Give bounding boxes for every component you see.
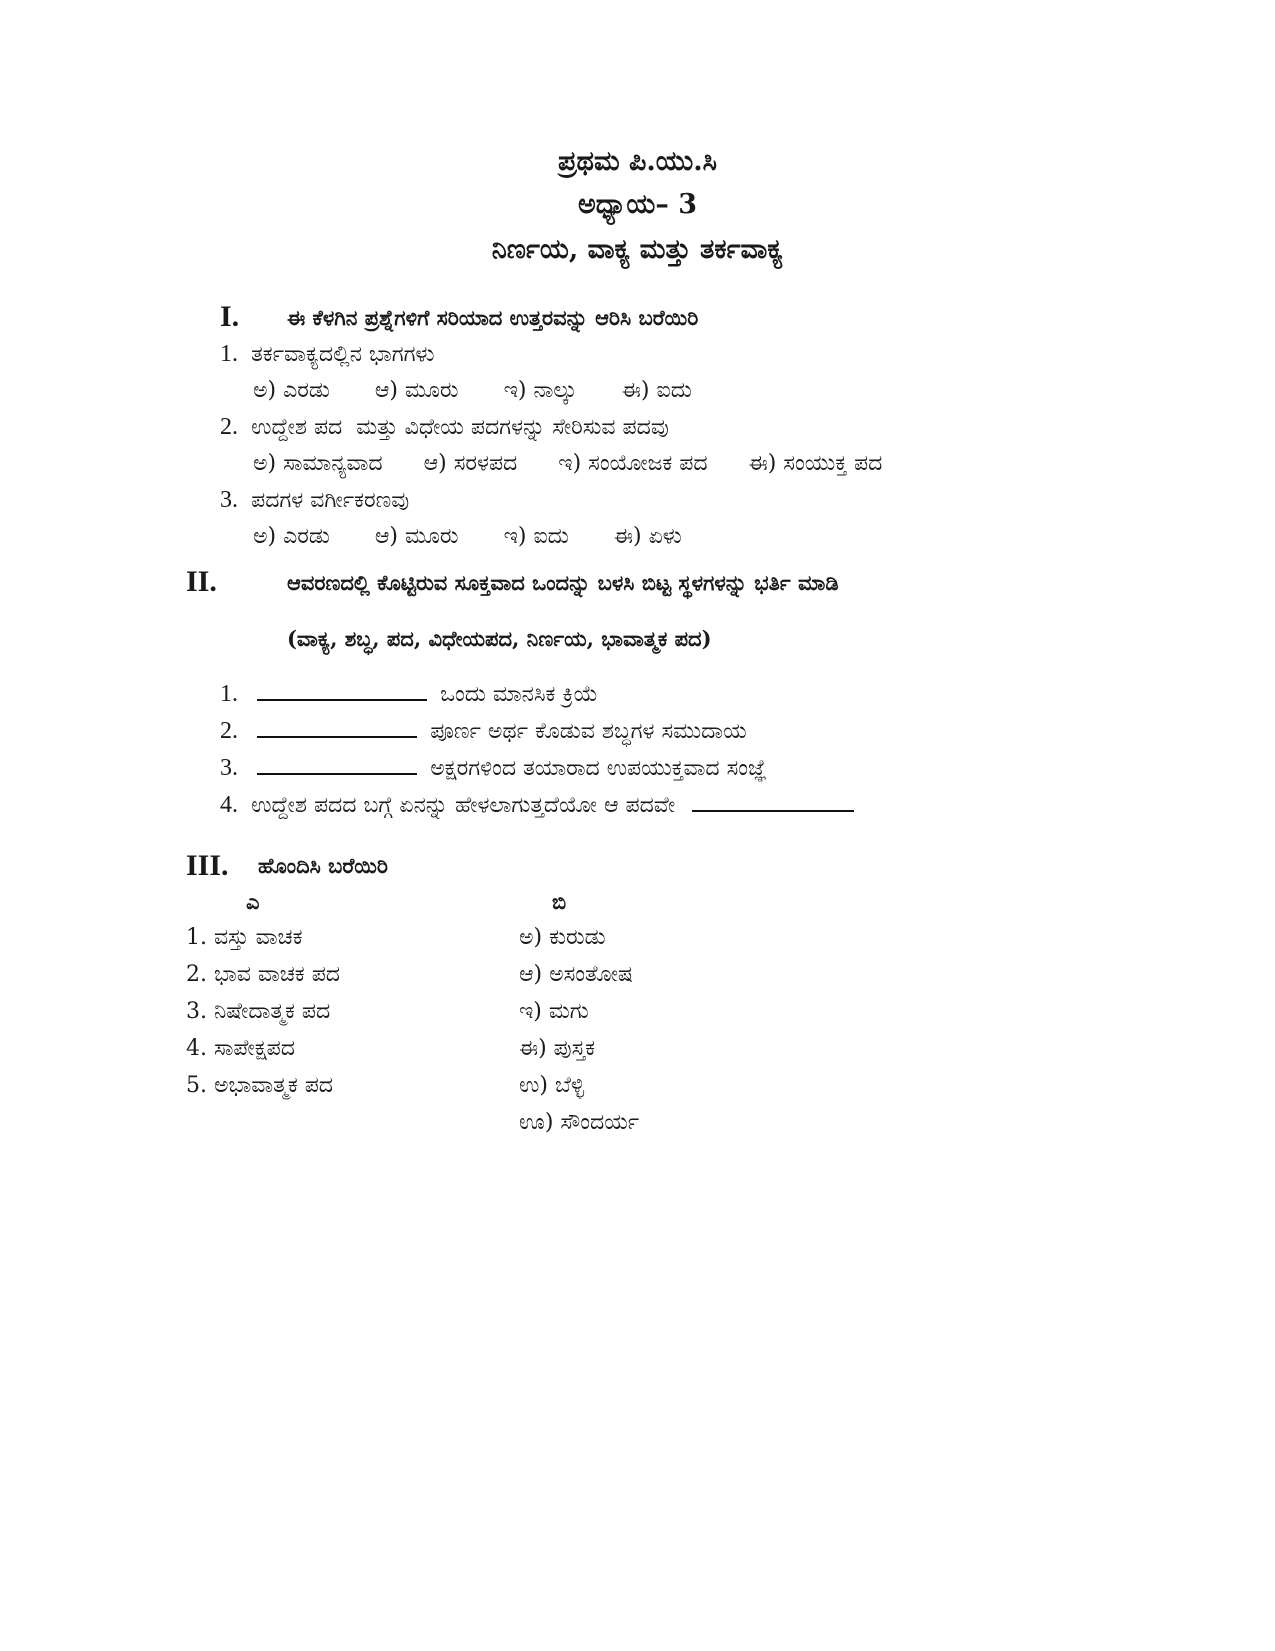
section1-instruction: ಈ ಕೆಳಗಿನ ಪ್ರಶ್ನೆಗಳಿಗೆ ಸರಿಯಾದ ಉತ್ತರವನ್ನು ಆರಿಸಿ ಬರೆಯಿರಿ (287, 305, 699, 330)
section2-roman: II. (186, 565, 217, 598)
s2-item4-blank[interactable] (692, 809, 854, 812)
s1-q1-text: ತರ್ಕವಾಕ್ಯದಲ್ಲಿನ ಭಾಗಗಳು (251, 342, 435, 367)
section3-roman: III. (186, 849, 229, 882)
section3-instruction: ಹೊಂದಿಸಿ ಬರೆಯಿರಿ (258, 853, 388, 878)
s2-item1-num: 1. (220, 681, 238, 707)
s1-q1-num: 1. (220, 341, 238, 367)
s1-q3-option-c: ಇ) ಐದು (503, 524, 569, 549)
match-col-b-item-5: ಉ) ಬೆಳ್ಳಿ (519, 1073, 585, 1098)
match-col-b-item-1: ಅ) ಕುರುಡು (519, 925, 606, 950)
doc-title-line3: ನಿರ್ಣಯ, ವಾಕ್ಯ ಮತ್ತು ತರ್ಕವಾಕ್ಯ (491, 234, 784, 265)
s2-item4-num: 4. (220, 792, 238, 818)
section2-word-bank: (ವಾಕ್ಯ, ಶಬ್ಧ, ಪದ, ವಿಧೇಯಪದ, ನಿರ್ಣಯ, ಭಾವಾತ್ಮಕ ಪದ) (287, 626, 712, 651)
match-col-b-item-2: ಆ) ಅಸಂತೋಷ (519, 962, 633, 987)
s1-question-3 (220, 487, 409, 514)
s1-question-1 (220, 341, 434, 368)
s1-q3-options (253, 524, 720, 549)
s2-item4-text: ಉದ್ದೇಶ ಪದದ ಬಗ್ಗೆ ಏನನ್ನು ಹೇಳಲಾಗುತ್ತದೆಯೋ ಆ ಪದವೇ (251, 793, 676, 818)
s2-item-3 (220, 755, 767, 782)
section2-instruction: ಆವರಣದಲ್ಲಿ ಕೊಟ್ಟಿರುವ ಸೂಕ್ತವಾದ ಒಂದನ್ನು ಬಳಸಿ ಬಿಟ್ಟ ಸ್ಥಳಗಳನ್ನು ಭರ್ತಿ ಮಾಡಿ (287, 570, 839, 595)
match-col-b-item-3: ಇ) ಮಗು (519, 999, 589, 1024)
s1-q3-option-a: ಅ) ಎರಡು (253, 524, 330, 549)
match-col-b-item-4: ಈ) ಪುಸ್ತಕ (519, 1036, 596, 1061)
s1-q1-option-d: ಈ) ಐದು (621, 378, 692, 403)
s2-item-4 (220, 792, 862, 819)
section1-roman: I. (220, 300, 240, 333)
s1-q2-options (253, 451, 882, 476)
s1-q2-option-a: ಅ) ಸಾಮಾನ್ಯವಾದ (253, 451, 383, 476)
match-col-a-item-3: 3. ನಿಷೇದಾತ್ಮಕ ಪದ (186, 999, 331, 1024)
s1-q3-option-d: ಈ) ಏಳು (613, 524, 682, 549)
s1-q2-option-b: ಆ) ಸರಳಪದ (423, 451, 518, 476)
s2-item-2 (220, 718, 747, 745)
s2-item2-num: 2. (220, 718, 238, 744)
s1-q2-text: ಉದ್ದೇಶ ಪದ ಮತ್ತು ವಿಧೇಯ ಪದಗಳನ್ನು ಸೇರಿಸುವ ಪದವು (251, 415, 669, 440)
s1-q2-num: 2. (220, 414, 238, 440)
s1-q3-option-b: ಆ) ಮೂರು (374, 524, 459, 549)
s2-item2-text: ಪೂರ್ಣ ಅರ್ಥ ಕೊಡುವ ಶಬ್ಧಗಳ ಸಮುದಾಯ (430, 719, 747, 744)
s2-item1-text: ಒಂದು ಮಾನಸಿಕ ಕ್ರಿಯೆ (440, 682, 599, 707)
s2-item2-blank[interactable] (257, 735, 417, 738)
match-col-a-item-2: 2. ಭಾವ ವಾಚಕ ಪದ (186, 962, 341, 987)
match-col-a-item-5: 5. ಅಭಾವಾತ್ಮಕ ಪದ (186, 1073, 334, 1098)
s2-item-1 (220, 681, 598, 708)
match-col-a-item-4: 4. ಸಾಪೇಕ್ಷಪದ (186, 1036, 295, 1061)
s2-item1-blank[interactable] (257, 698, 427, 701)
s2-item3-num: 3. (220, 755, 238, 781)
match-col-b-header: ಬಿ (552, 889, 567, 914)
match-col-a-header: ಎ (246, 889, 260, 914)
s1-q2-option-d: ಈ) ಸಂಯುಕ್ತ ಪದ (748, 451, 883, 476)
s1-question-2 (220, 414, 669, 441)
s1-q3-text: ಪದಗಳ ವರ್ಗೀಕರಣವು (251, 488, 410, 513)
match-col-b-item-6: ಊ) ಸೌಂದರ್ಯ (519, 1110, 640, 1135)
s1-q1-option-c: ಇ) ನಾಲ್ಕು (503, 378, 577, 403)
match-col-a-item-1: 1. ವಸ್ತು ವಾಚಕ (186, 925, 303, 950)
s2-item3-blank[interactable] (257, 772, 417, 775)
s1-q1-option-b: ಆ) ಮೂರು (374, 378, 459, 403)
s1-q1-options (253, 378, 730, 403)
s2-item3-text: ಅಕ್ಷರಗಳಿಂದ ತಯಾರಾದ ಉಪಯುಕ್ತವಾದ ಸಂಜ್ಞೆ (430, 756, 767, 781)
doc-title-line2: ಅಧ್ಯಾಯ– 3 (577, 189, 698, 220)
s1-q1-option-a: ಅ) ಎರಡು (253, 378, 330, 403)
s1-q2-option-c: ಇ) ಸಂಯೋಜಕ ಪದ (558, 451, 708, 476)
s1-q3-num: 3. (220, 487, 238, 513)
doc-title-line1: ಪ್ರಥಮ ಪಿ.ಯು.ಸಿ (558, 146, 717, 177)
